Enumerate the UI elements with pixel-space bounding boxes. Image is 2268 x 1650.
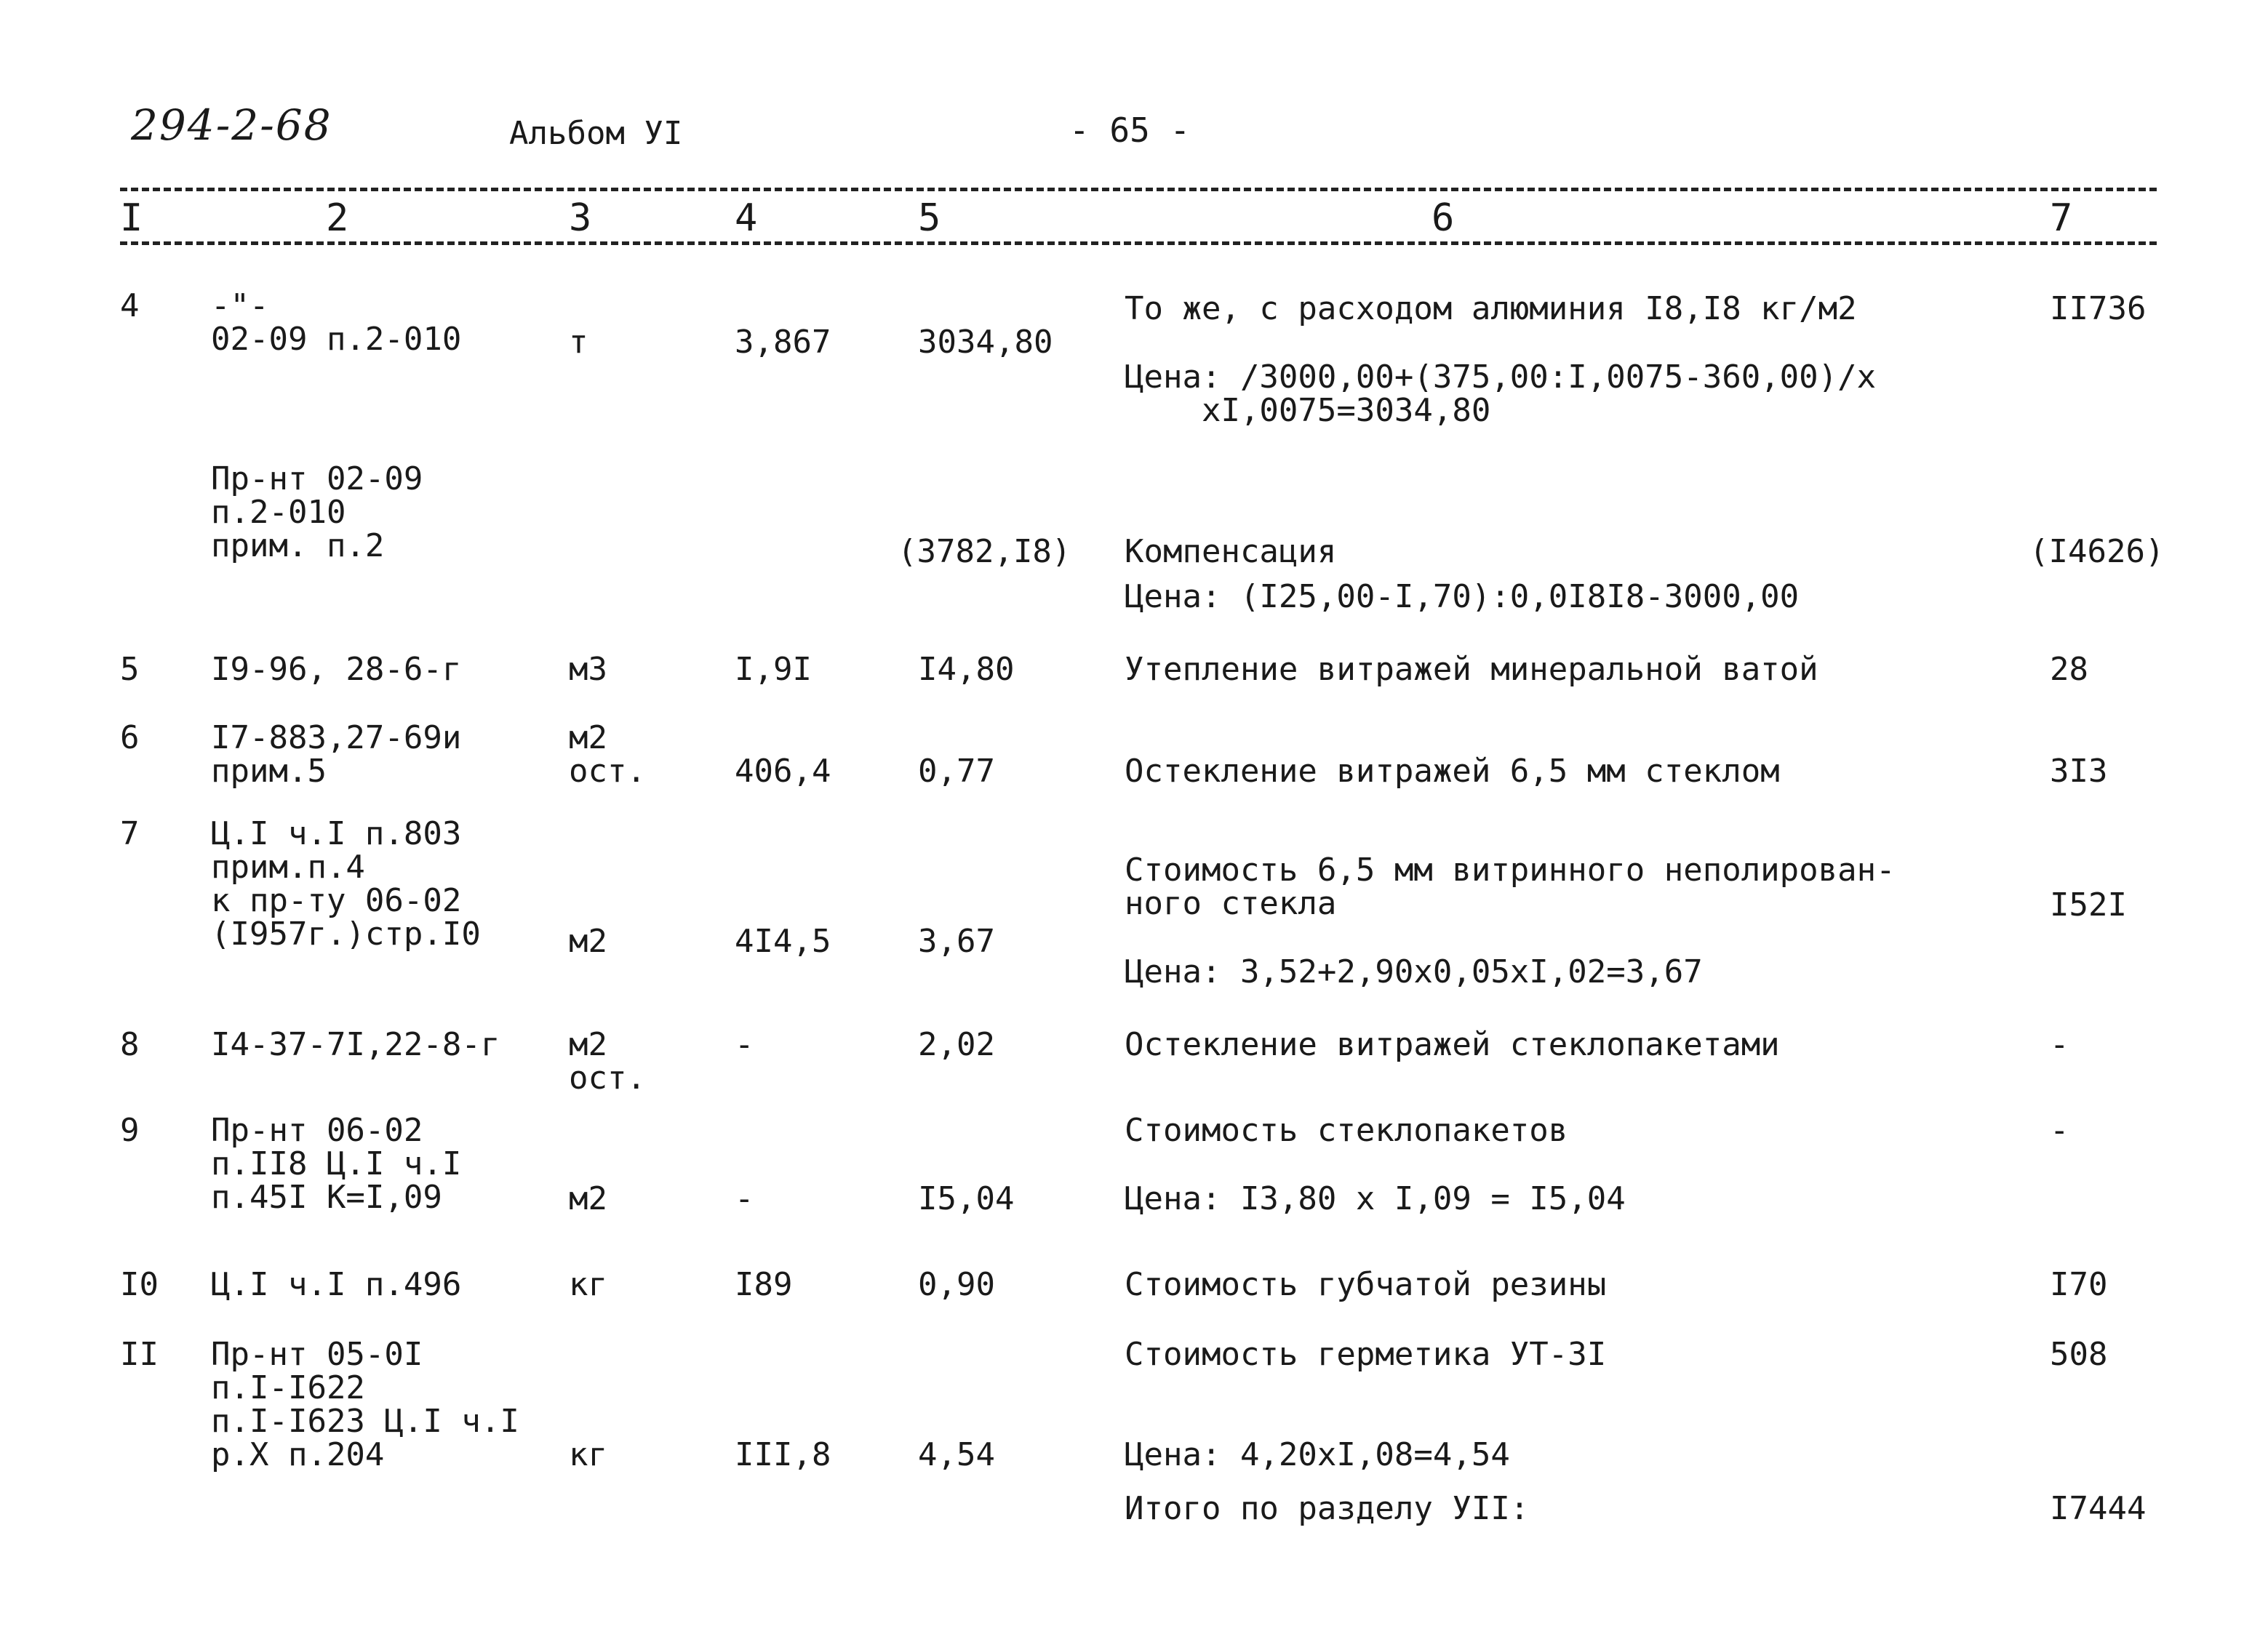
unit-price: 2,02	[918, 1026, 995, 1063]
album-label: Альбом УI	[509, 115, 683, 152]
header-rule-bottom	[120, 241, 2157, 245]
row-number: I0	[120, 1266, 159, 1303]
price-note: Цена: /3000,00+(375,00:I,0075-360,00)/x xI,0075=3034,80	[1125, 359, 1877, 429]
quantity: 406,4	[735, 753, 831, 790]
reference: Ц.I ч.I п.803 прим.п.4 к пр-ту 06-02 (I957г.)стр.I0	[211, 815, 481, 953]
reference: Ц.I ч.I п.496	[211, 1266, 462, 1303]
total: 28	[2050, 651, 2088, 688]
price-note: Цена: 3,52+2,90x0,05xI,02=3,67	[1125, 953, 1703, 990]
description: То же, с расходом алюминия I8,I8 кг/м2	[1125, 290, 1857, 327]
total: -	[2050, 1112, 2069, 1149]
row-number: 6	[120, 719, 140, 756]
quantity: III,8	[735, 1436, 831, 1473]
price-note: Цена: (I25,00-I,70):0,0I8I8-3000,00	[1125, 578, 1800, 615]
reference: Пр-нт 06-02 п.II8 Ц.I ч.I п.45I К=I,09	[211, 1112, 462, 1216]
quantity: I89	[735, 1266, 793, 1303]
header-rule-top	[120, 188, 2157, 191]
page-number: - 65 -	[1069, 111, 1191, 150]
reference: I4-37-7I,22-8-г	[211, 1026, 500, 1063]
column-header: 2	[326, 196, 349, 240]
document-code: 294-2-68	[131, 100, 332, 150]
unit: т	[569, 324, 588, 361]
unit-price: I5,04	[918, 1180, 1015, 1217]
row-number: 5	[120, 651, 140, 688]
unit-price: 3034,80	[918, 324, 1053, 361]
total: 3I3	[2050, 753, 2108, 790]
unit-price: 4,54	[918, 1436, 995, 1473]
reference: I9-96, 28-6-г	[211, 651, 462, 688]
unit-price: 0,90	[918, 1266, 995, 1303]
unit-price: (3782,I8)	[898, 533, 1071, 570]
total: I52I	[2050, 886, 2127, 924]
column-header: 3	[569, 196, 592, 240]
quantity: 4I4,5	[735, 923, 831, 960]
description: Утепление витражей минеральной ватой	[1125, 651, 1818, 688]
reference: I7-883,27-69и прим.5	[211, 719, 462, 790]
section-total-label: Итого по разделу УII:	[1125, 1490, 1530, 1527]
reference: Пр-нт 05-0I п.I-I622 п.I-I623 Ц.I ч.I р.Х п.204	[211, 1336, 519, 1473]
total: 508	[2050, 1336, 2108, 1373]
total: II736	[2050, 290, 2147, 327]
description: Стоимость губчатой резины	[1125, 1266, 1607, 1303]
reference: Пр-нт 02-09 п.2-010 прим. п.2	[211, 460, 423, 564]
unit-price: 3,67	[918, 923, 995, 960]
description: Стоимость стеклопакетов	[1125, 1112, 1568, 1149]
total: I70	[2050, 1266, 2108, 1303]
row-number: 7	[120, 815, 140, 852]
description: Остекление витражей стеклопакетами	[1125, 1026, 1780, 1063]
row-number: 9	[120, 1112, 140, 1149]
column-header: 7	[2050, 196, 2073, 240]
quantity: I,9I	[735, 651, 812, 688]
unit-price: I4,80	[918, 651, 1015, 688]
unit-price: 0,77	[918, 753, 995, 790]
total: (I4626)	[2029, 533, 2165, 570]
row-number: 8	[120, 1026, 140, 1063]
column-header: 6	[1432, 196, 1455, 240]
unit: кг	[569, 1266, 607, 1303]
unit: м2	[569, 923, 607, 960]
unit: кг	[569, 1436, 607, 1473]
reference: -"- 02-09 п.2-010	[211, 287, 462, 358]
column-header: 4	[735, 196, 758, 240]
description: Компенсация	[1125, 533, 1337, 570]
row-number: 4	[120, 287, 140, 324]
section-total-value: I7444	[2050, 1490, 2147, 1527]
quantity: -	[735, 1180, 754, 1217]
description: Стоимость 6,5 мм витринного неполирован- ного стекла	[1125, 852, 1896, 922]
total: -	[2050, 1026, 2069, 1063]
row-number: II	[120, 1336, 159, 1373]
unit: м2 ост.	[569, 719, 646, 790]
column-header: I	[120, 196, 143, 240]
column-header: 5	[918, 196, 941, 240]
quantity: 3,867	[735, 324, 831, 361]
unit: м2	[569, 1180, 607, 1217]
quantity: -	[735, 1026, 754, 1063]
price-note: Цена: I3,80 x I,09 = I5,04	[1125, 1180, 1626, 1217]
price-note: Цена: 4,20xI,08=4,54	[1125, 1436, 1510, 1473]
description: Остекление витражей 6,5 мм стеклом	[1125, 753, 1780, 790]
description: Стоимость герметика УТ-3I	[1125, 1336, 1607, 1373]
unit: м3	[569, 651, 607, 688]
unit: м2 ост.	[569, 1026, 646, 1097]
